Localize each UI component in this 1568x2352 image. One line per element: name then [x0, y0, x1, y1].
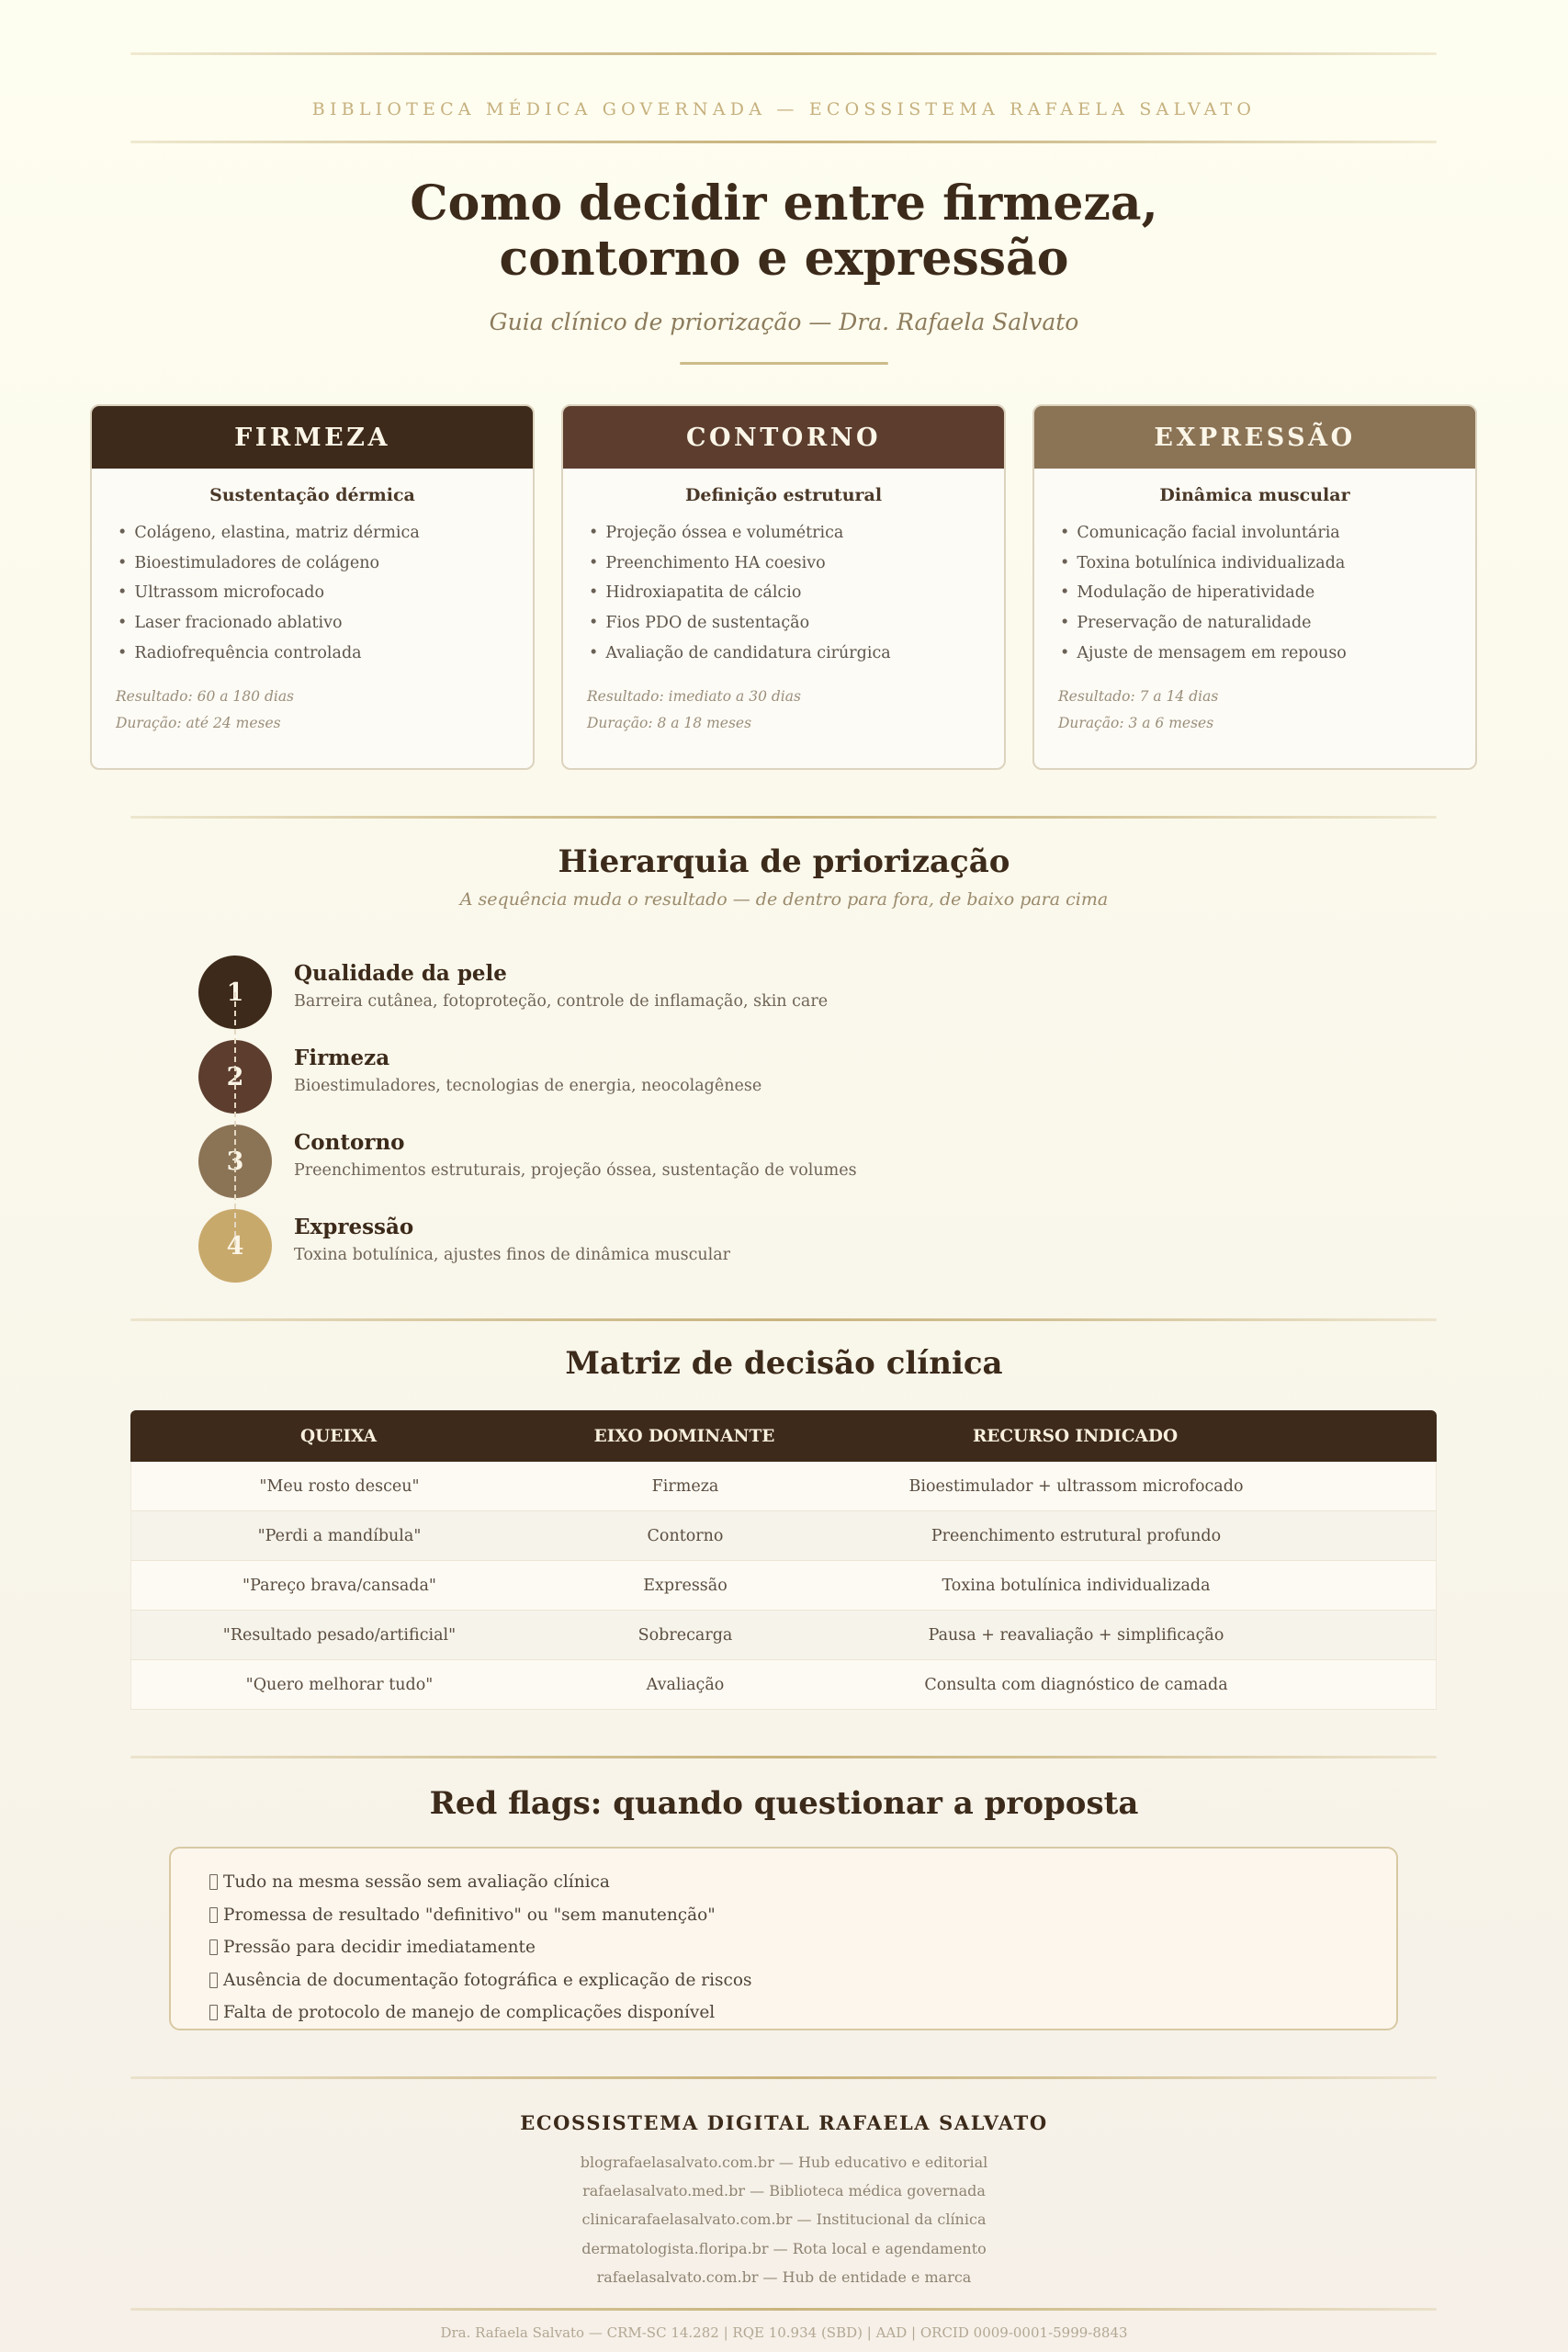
step-number-badge: 1: [198, 956, 272, 1029]
column-header: RECURSO INDICADO: [972, 1426, 1179, 1446]
card-subtitle: Definição estrutural: [684, 485, 883, 505]
table-body: [130, 1462, 1437, 1710]
red-flags-box: [169, 1847, 1398, 2030]
card-header: CONTORNO: [563, 406, 1004, 469]
cell-axis: Firmeza: [651, 1476, 719, 1496]
card-expressao: [1032, 404, 1477, 770]
card-list-item: • Modulação de hiperatividade: [1058, 578, 1451, 608]
footer-link[interactable]: rafaelasalvato.com.br — Hub de entidade e marca: [596, 2267, 972, 2286]
red-flag-item: Pressão para decidir imediatamente: [209, 1931, 1396, 1964]
step-title: Expressão: [294, 1215, 414, 1239]
page-title: [0, 176, 1568, 287]
section-rule: [130, 1756, 1437, 1758]
red-flags-title: Red flags: quando questionar a proposta: [429, 1785, 1139, 1822]
step-description: Toxina botulínica, ajustes finos de dinâmica muscular: [294, 1246, 731, 1264]
red-flag-item: Ausência de documentação fotográfica e explicação de riscos: [209, 1964, 1396, 1997]
footer-rule: [130, 2076, 1437, 2079]
footer-link[interactable]: blografaelasalvato.com.br — Hub educativo e editorial: [580, 2154, 988, 2171]
warning-icon: [209, 2005, 218, 2020]
cell-resource: Preenchimento estrutural profundo: [931, 1526, 1222, 1545]
top-rule: [130, 52, 1437, 55]
cell-resource: Consulta com diagnóstico de camada: [924, 1675, 1228, 1694]
cell-axis: Sobrecarga: [637, 1625, 733, 1645]
card-list: [116, 518, 509, 669]
card-result: Resultado: imediato a 30 dias: [587, 687, 801, 705]
credentials-credit: Dra. Rafaela Salvato — CRM-SC 14.282 | RQE 10.934 (SBD) | AAD | ORCID 0009-0001-5999-8843: [440, 2324, 1128, 2341]
red-flag-item: Falta de protocolo de manejo de complicações disponível: [209, 1996, 1396, 2030]
red-flag-item: Tudo na mesma sessão sem avaliação clínica: [209, 1866, 1396, 1899]
footer-title: ECOSSISTEMA DIGITAL RAFAELA SALVATO: [520, 2111, 1048, 2134]
card-subtitle: Dinâmica muscular: [1159, 485, 1350, 505]
cell-complaint: "Pareço brava/cansada": [243, 1576, 436, 1595]
card-list-item: • Comunicação facial involuntária: [1058, 518, 1451, 548]
kicker: BIBLIOTECA MÉDICA GOVERNADA — ECOSSISTEMA RAFAELA SALVATO: [311, 99, 1257, 119]
card-list-item: • Avaliação de candidatura cirúrgica: [587, 639, 980, 669]
cell-resource: Pausa + reavaliação + simplificação: [928, 1625, 1224, 1645]
card-list-item: • Projeção óssea e volumétrica: [587, 518, 980, 548]
cell-complaint: "Perdi a mandíbula": [257, 1526, 422, 1545]
hierarchy-step: [198, 1125, 1025, 1209]
matrix-title: Matriz de decisão clínica: [565, 1345, 1003, 1382]
card-list-item: • Ajuste de mensagem em repouso: [1058, 639, 1451, 669]
cell-axis: Expressão: [643, 1576, 728, 1595]
warning-icon: [209, 1939, 218, 1955]
card-duration: Duração: 8 a 18 meses: [587, 714, 752, 731]
cell-complaint: "Quero melhorar tudo": [245, 1675, 434, 1694]
card-header: EXPRESSÃO: [1034, 406, 1475, 469]
footer-links: [0, 2148, 1568, 2291]
card-list-item: • Toxina botulínica individualizada: [1058, 548, 1451, 579]
footer-link[interactable]: dermatologista.floripa.br — Rota local e agendamento: [581, 2239, 987, 2257]
step-title: Contorno: [294, 1130, 405, 1155]
page-title-line-2: contorno e expressão: [499, 231, 1069, 287]
column-header: EIXO DOMINANTE: [593, 1426, 775, 1446]
hierarchy-step: [198, 1209, 1025, 1294]
table-row: [130, 1511, 1437, 1561]
card-duration: Duração: até 24 meses: [116, 714, 281, 731]
card-list: [587, 518, 980, 669]
cell-complaint: "Meu rosto desceu": [259, 1476, 420, 1496]
section-rule: [130, 1318, 1437, 1321]
card-list-item: • Hidroxiapatita de cálcio: [587, 578, 980, 608]
card-contorno: [561, 404, 1006, 770]
card-duration: Duração: 3 a 6 meses: [1058, 714, 1214, 731]
hierarchy-step: [198, 956, 1025, 1040]
card-list-item: • Fios PDO de sustentação: [587, 608, 980, 639]
cell-axis: Contorno: [647, 1526, 724, 1545]
card-header: FIRMEZA: [92, 406, 533, 469]
card-list-item: • Bioestimuladores de colágeno: [116, 548, 509, 579]
hierarchy-step: [198, 1040, 1025, 1125]
cell-complaint: "Resultado pesado/artificial": [222, 1625, 457, 1645]
warning-icon: [209, 1973, 218, 1988]
card-list-item: • Radiofrequência controlada: [116, 639, 509, 669]
page-subtitle: Guia clínico de priorização — Dra. Rafaela Salvato: [489, 309, 1079, 335]
cell-resource: Toxina botulínica individualizada: [942, 1576, 1211, 1595]
step-description: Preenchimentos estruturais, projeção óssea, sustentação de volumes: [294, 1161, 857, 1180]
page-title-line-1: Como decidir entre firmeza,: [410, 175, 1158, 232]
footer-link[interactable]: rafaelasalvato.med.br — Biblioteca médica governada: [582, 2182, 986, 2200]
kicker-rule: [130, 141, 1437, 143]
card-result: Resultado: 60 a 180 dias: [116, 687, 295, 705]
card-list-item: • Ultrassom microfocado: [116, 578, 509, 608]
footer-link[interactable]: clinicarafaelasalvato.com.br — Institucional da clínica: [581, 2211, 987, 2229]
step-number-badge: 3: [198, 1125, 272, 1198]
table-row: [130, 1462, 1437, 1511]
steps-connector: [234, 992, 236, 1246]
hierarchy-title: Hierarquia de priorização: [558, 843, 1010, 880]
section-rule: [130, 816, 1437, 819]
step-title: Qualidade da pele: [294, 961, 507, 986]
step-description: Bioestimuladores, tecnologias de energia, neocolagênese: [294, 1077, 762, 1095]
hierarchy-subtitle: A sequência muda o resultado — de dentro para fora, de baixo para cima: [459, 889, 1109, 910]
axis-cards: [90, 404, 1477, 770]
card-list-item: • Colágeno, elastina, matriz dérmica: [116, 518, 509, 548]
card-firmeza: [90, 404, 535, 770]
table-row: [130, 1561, 1437, 1611]
red-flag-item: Promessa de resultado "definitivo" ou "sem manutenção": [209, 1899, 1396, 1932]
step-description: Barreira cutânea, fotoproteção, controle de inflamação, skin care: [294, 992, 829, 1011]
step-number-badge: 2: [198, 1040, 272, 1114]
card-list-item: • Laser fracionado ablativo: [116, 608, 509, 639]
cell-axis: Avaliação: [646, 1675, 725, 1694]
card-list: [1058, 518, 1451, 669]
table-row: [130, 1611, 1437, 1660]
step-number-badge: 4: [198, 1209, 272, 1283]
table-header: [130, 1410, 1437, 1462]
column-header: QUEIXA: [299, 1426, 378, 1446]
warning-icon: [209, 1874, 218, 1890]
decision-matrix-table: [130, 1410, 1437, 1710]
table-row: [130, 1660, 1437, 1710]
cell-resource: Bioestimulador + ultrassom microfocado: [908, 1476, 1244, 1496]
credit-rule: [130, 2308, 1437, 2311]
card-list-item: • Preservação de naturalidade: [1058, 608, 1451, 639]
warning-icon: [209, 1907, 218, 1923]
step-title: Firmeza: [294, 1046, 390, 1070]
hierarchy-steps: [198, 956, 1025, 1294]
card-result: Resultado: 7 a 14 dias: [1058, 687, 1219, 705]
card-list-item: • Preenchimento HA coesivo: [587, 548, 980, 579]
card-subtitle: Sustentação dérmica: [209, 485, 415, 505]
title-divider: [680, 362, 888, 365]
